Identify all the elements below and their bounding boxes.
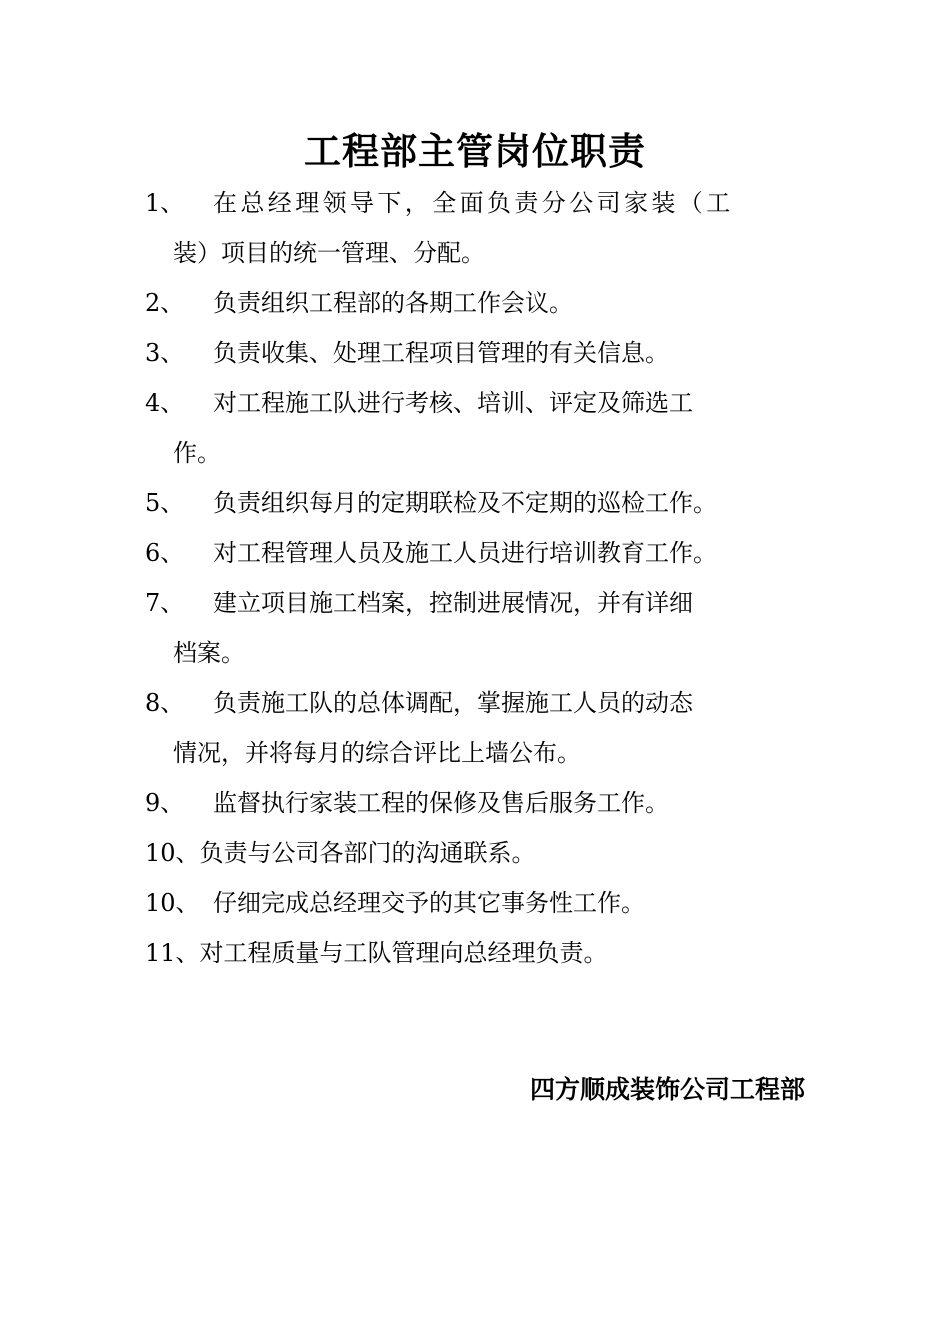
item-line: 情况，并将每月的综合评比上墙公布。 [173,739,581,767]
list-item [145,678,810,778]
item-number: 11、 [145,939,200,967]
item-line: 负责施工队的总体调配，掌握施工人员的动态 [213,689,693,717]
item-number: 10、 [145,839,200,867]
list-item [145,528,810,578]
item-number: 2、 [145,289,185,317]
item-text [213,528,810,578]
list-item [145,828,810,878]
item-text [173,678,810,778]
item-number: 1、 [145,189,185,217]
item-text [173,578,810,678]
item-line: 负责与公司各部门的沟通联系。 [199,839,536,867]
item-number: 5、 [145,489,185,517]
list-item [145,278,810,328]
item-number: 4、 [145,389,185,417]
item-text [213,778,810,828]
item-line: 装）项目的统一管理、分配。 [173,239,485,267]
item-number: 7、 [145,589,185,617]
list-item [145,328,810,378]
item-text [213,878,810,928]
item-line: 建立项目施工档案，控制进展情况，并有详细 [213,589,693,617]
list-item [145,178,810,278]
list-item [145,778,810,828]
item-line: 档案。 [173,639,245,667]
list-item [145,578,810,678]
item-text [213,328,810,378]
item-number: 6、 [145,539,185,567]
list-item [145,878,810,928]
item-text [213,278,810,328]
duty-list [145,178,810,978]
item-text [173,178,810,278]
item-number: 9、 [145,789,185,817]
item-number: 3、 [145,339,185,367]
list-item [145,478,810,528]
item-text [213,478,810,528]
item-line: 作。 [173,439,221,467]
item-line: 对工程质量与工队管理向总经理负责。 [199,939,608,967]
department-signature: 四方顺成装饰公司工程部 [529,1075,805,1104]
item-text [173,378,810,478]
item-line: 对工程施工队进行考核、培训、评定及筛选工 [213,389,693,417]
item-line: 对工程管理人员及施工人员进行培训教育工作。 [213,539,717,567]
document-title: 工程部主管岗位职责 [304,130,646,173]
item-text [200,828,810,878]
item-line: 监督执行家装工程的保修及售后服务工作。 [213,789,669,817]
item-line: 在总经理领导下，全面负责分公司家装（工 [213,189,734,217]
list-item [145,378,810,478]
item-text [200,928,810,978]
item-line: 负责组织每月的定期联检及不定期的巡检工作。 [213,489,717,517]
item-line: 负责组织工程部的各期工作会议。 [213,289,573,317]
item-number: 8、 [145,689,185,717]
list-item [145,928,810,978]
item-line: 仔细完成总经理交予的其它事务性工作。 [213,889,645,917]
item-number: 10、 [145,889,200,917]
item-line: 负责收集、处理工程项目管理的有关信息。 [213,339,669,367]
